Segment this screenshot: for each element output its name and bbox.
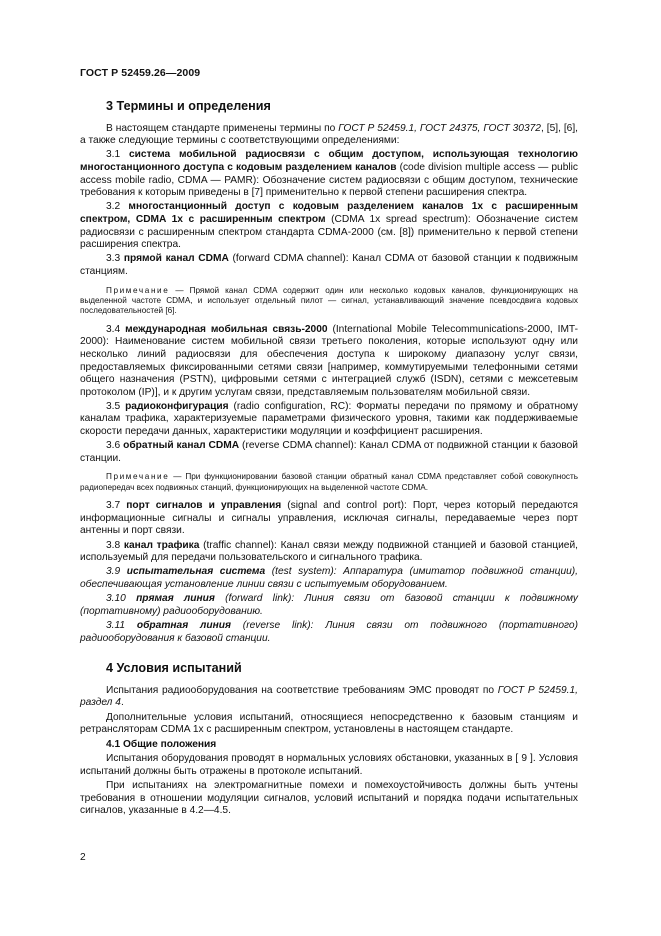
text-run: 3.7 bbox=[106, 500, 127, 512]
text-run: В настоящем стандарте применены термины по bbox=[106, 122, 339, 134]
term-definition bbox=[80, 324, 578, 400]
text-run: 3.2 bbox=[106, 201, 129, 213]
text-run: (International Mobile Telecommunications-2000, IMT-2000): Наименование систем мобильной связи третьего поколения, которые используют одну или несколько линий радиосвязи для обеспечения доступа к широкому диапазону услуг связи, предоставляемых фиксированными сетями связи [например, коммутируемыми телефонными сетями общего назначения (PSTN), цифровыми сетями с интеграцией служб (ISDN), сетями с межсетевым протоколом (IP)], и к другим услугам связи, представляемым пользователям мобильной связи. bbox=[80, 323, 578, 398]
subsection-4-1-paragraph-1 bbox=[80, 753, 578, 778]
text-run: При испытаниях на электромагнитные помехи и помехоустойчивость должны быть учтены требования в отношении модуляции сигналов, условий испытаний и порядка подачи испытательных сигналов, указанные в 4.2—4.5. bbox=[80, 780, 578, 817]
text-run: (test system): Аппаратура (имитатор подвижной станции), обеспечивающая установление линии связи с испытуемым оборудованием. bbox=[80, 566, 579, 590]
term-name: система мобильной радиосвязи с общим доступом, использующая технологию многостанционного доступа с кодовым разделением каналов bbox=[80, 149, 578, 173]
text-run: 3.1 bbox=[106, 149, 129, 161]
text-run: (radio configuration, RC): Форматы передачи по прямому и обратному каналам трафика, характеризуемые параметрами физического уровня, такими как поддерживаемые скорости передачи данных, характеристики модуляции и коэффициент расширения. bbox=[80, 400, 578, 438]
term-name: многостанционный доступ с кодовым разделением каналов 1x с расширенным спектром, CDMA 1x с расширенным спектром bbox=[80, 201, 578, 225]
term-definition bbox=[80, 620, 578, 645]
section-4-title: 4 Условия испытаний bbox=[106, 661, 242, 676]
term-name: канал трафика bbox=[123, 539, 200, 551]
page-number: 2 bbox=[80, 852, 86, 863]
text-run: (forward link): Линия связи от базовой станции к подвижному (портативному) радиооборудованию. bbox=[80, 593, 578, 617]
text-run: — Прямой канал CDMA содержит один или несколько кодовых каналов, функционирующих на выделенной частоте CDMA, и использует отдельный пилот — сигнал, устанавливающий значение псевдосдвига кодовых последовательностей [6]. bbox=[80, 285, 578, 316]
text-run: Примечание bbox=[106, 285, 170, 295]
text-run: (signal and control port): Порт, через который передаются информационные сигналы и сигналы управления, исключая сигналы, передаваемые через порт антенны и порт связи. bbox=[80, 500, 578, 537]
text-run: Примечание bbox=[106, 472, 170, 482]
term-definition bbox=[80, 440, 578, 465]
term-definition bbox=[80, 149, 578, 199]
text-run: 3.10 bbox=[106, 593, 137, 605]
section-3-intro bbox=[80, 123, 578, 148]
term-definition bbox=[80, 253, 578, 278]
text-run: 3.9 bbox=[106, 566, 127, 578]
term-name: международная мобильная связь-2000 bbox=[125, 323, 328, 335]
text-run: — При функционировании базовой станции обратный канал CDMA представляет собой совокупность радиопередач всех подвижных станций, функционирующих на выделенной частоте CDMA. bbox=[80, 472, 578, 492]
text-run: (traffic channel): Канал связи между подвижной станцией и базовой станцией, используемый для передачи пользовательского и сигнального трафика. bbox=[80, 539, 578, 564]
text-run: Испытания оборудования проводят в нормальных условиях обстановки, указанных в [ 9 ]. Условия испытаний должны быть отражены в протоколе испытаний. bbox=[80, 753, 578, 777]
note-paragraph bbox=[80, 472, 578, 493]
subsection-4-1-title: 4.1 Общие положения bbox=[106, 738, 217, 750]
document-body bbox=[80, 100, 578, 819]
term-definition bbox=[80, 540, 578, 565]
term-definition bbox=[80, 201, 578, 251]
text-run: (code division multiple access — public access mobile radio, CDMA — PAMR): Обозначение систем радиосвязи с общим доступом, технические требования к которым приведены в [7] применительно к первой степени расширения спектра. bbox=[80, 161, 578, 199]
text-run: Дополнительные условия испытаний, относящиеся непосредственно к базовым станциям и ретрансляторам CDMA 1x с расширенным спектром, установлены в настоящем стандарте. bbox=[80, 711, 578, 736]
term-name: обратная линия bbox=[136, 619, 231, 631]
term-definition bbox=[80, 593, 578, 618]
term-name: обратный канал CDMA bbox=[123, 440, 240, 452]
text-run: 3.8 bbox=[106, 539, 124, 551]
text-run: . bbox=[120, 697, 124, 709]
text-run: 3.3 bbox=[106, 253, 124, 265]
text-run: (reverse CDMA channel): Канал CDMA от подвижной станции к базовой станции. bbox=[80, 440, 578, 464]
term-name: испытательная система bbox=[126, 566, 266, 578]
text-run: (CDMA 1x spread spectrum): Обозначение систем радиосвязи с расширенным спектром стандарта CDMA-2000 (см. [8]) применительно к первой степени расширения спектра. bbox=[80, 213, 578, 251]
text-run: (reverse link): Линия связи от подвижного (портативного) радиооборудования к базовой станции. bbox=[80, 619, 578, 644]
term-name: радиоконфигурация bbox=[125, 400, 229, 412]
term-definition bbox=[80, 566, 578, 591]
text-run: 3.4 bbox=[106, 323, 126, 335]
section-4-paragraph-2 bbox=[80, 712, 578, 737]
term-definition bbox=[80, 401, 578, 439]
text-run: Испытания радиооборудования на соответствие требованиям ЭМС проводят по bbox=[106, 684, 498, 696]
text-run: ГОСТ Р 52459.1, ГОСТ 24375, ГОСТ 30372 bbox=[338, 122, 541, 134]
term-definition bbox=[80, 500, 578, 538]
term-name: прямой канал CDMA bbox=[123, 253, 229, 265]
document-header: ГОСТ Р 52459.26—2009 bbox=[80, 67, 201, 79]
text-run: (forward CDMA channel): Канал CDMA от базовой станции к подвижным станциям. bbox=[80, 253, 578, 277]
terms-list bbox=[80, 149, 578, 645]
term-name: порт сигналов и управления bbox=[126, 500, 282, 512]
section-3-title: 3 Термины и определения bbox=[106, 99, 271, 113]
note-paragraph bbox=[80, 286, 578, 317]
term-name: прямая линия bbox=[136, 593, 215, 605]
text-run: 3.11 bbox=[106, 619, 137, 631]
section-4-paragraph-1 bbox=[80, 685, 578, 710]
text-run: , [5], [6], а также следующие термины с соответствующими определениями: bbox=[80, 122, 579, 147]
text-run: 3.6 bbox=[106, 440, 124, 452]
subsection-4-1-paragraph-2 bbox=[80, 780, 578, 818]
text-run: 3.5 bbox=[106, 400, 126, 412]
text-run: ГОСТ Р 52459.1, раздел 4 bbox=[80, 684, 578, 709]
